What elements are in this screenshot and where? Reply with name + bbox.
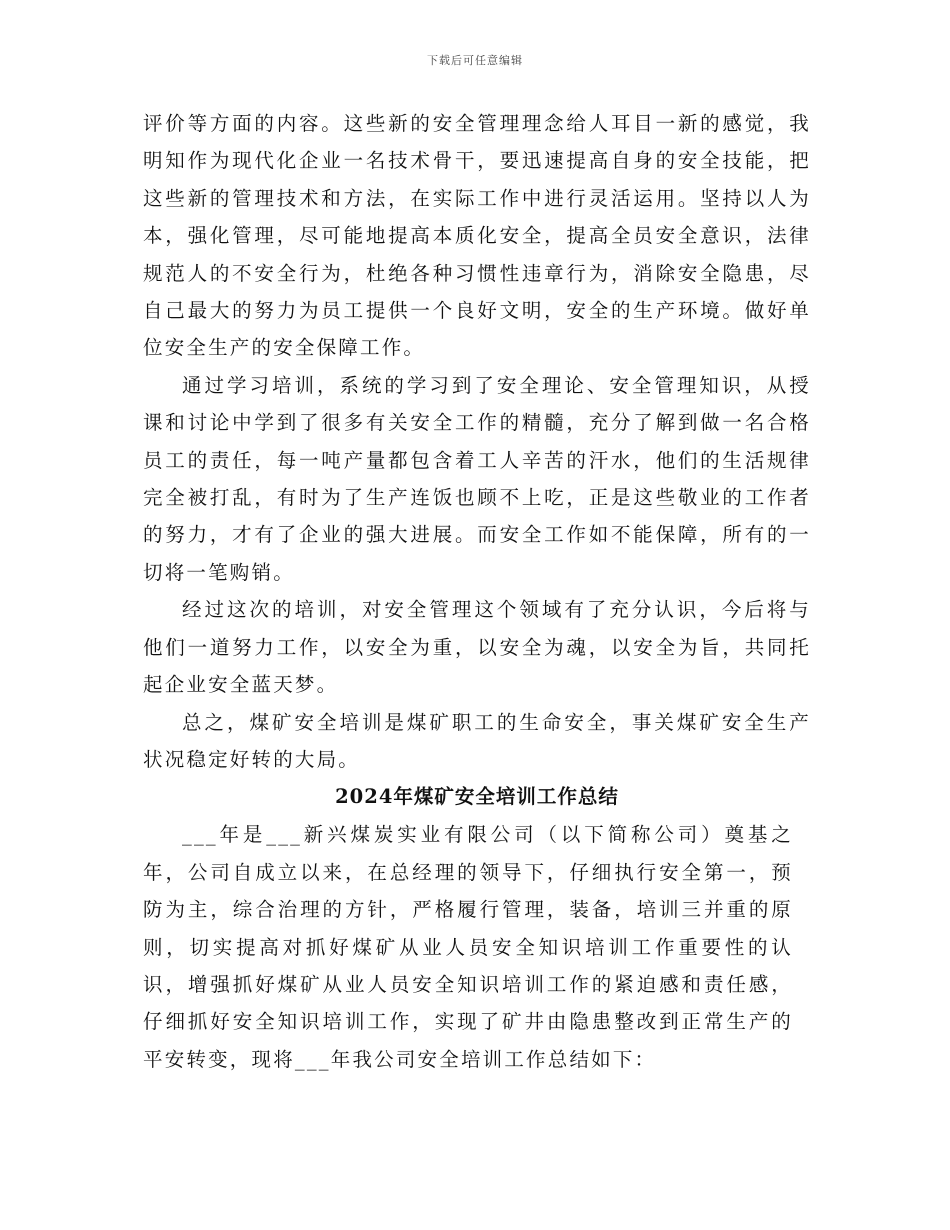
paragraph-conclusion: 总之，煤矿安全培训是煤矿职工的生命安全，事关煤矿安全生产状况稳定好转的大局。	[143, 710, 811, 771]
document-body	[143, 105, 811, 1078]
paragraph-continuation: 评价等方面的内容。这些新的安全管理理念给人耳目一新的感觉，我明知作为现代化企业一名技术骨干，要迅速提高自身的安全技能，把这些新的管理技术和方法，在实际工作中进行灵活运用。坚持以人为本，强化管理，尽可能地提高本质化安全，提高全员安全意识，法律规范人的不安全行为，杜绝各种习惯性违章行为，消除安全隐患，尽自己最大的努力为员工提供一个良好文明，安全的生产环境。做好单位安全生产的安全保障工作。	[143, 112, 811, 360]
paragraph-training-learning: 通过学习培训，系统的学习到了安全理论、安全管理知识，从授课和讨论中学到了很多有关安全工作的精髓，充分了解到做一名合格员工的责任，每一吨产量都包含着工人辛苦的汗水，他们的生活规律完全被打乱，有时为了生产连饭也顾不上吃，正是这些敬业的工作者的努力，才有了企业的强大进展。而安全工作如不能保障，所有的一切将一笔购销。	[143, 373, 811, 584]
section-title: 2024年煤矿安全培训工作总结	[335, 785, 619, 809]
page-header-note: 下载后可任意编辑	[427, 54, 523, 67]
section-paragraph: ___年是___新兴煤炭实业有限公司（以下简称公司）奠基之年，公司自成立以来，在总经理的领导下，仔细执行安全第一，预防为主，综合治理的方针，严格履行管理，装备，培训三并重的原则，切实提高对抓好煤矿从业人员安全知识培训工作重要性的认识，增强抓好煤矿从业人员安全知识培训工作的紧迫感和责任感，仔细抓好安全知识培训工作，实现了矿井由隐患整改到正常生产的平安转变，现将___年我公司安全培训工作总结如下：	[143, 823, 793, 1071]
paragraph-training-understanding: 经过这次的培训，对安全管理这个领域有了充分认识，今后将与他们一道努力工作，以安全为重，以安全为魂，以安全为旨，共同托起企业安全蓝天梦。	[143, 598, 811, 697]
